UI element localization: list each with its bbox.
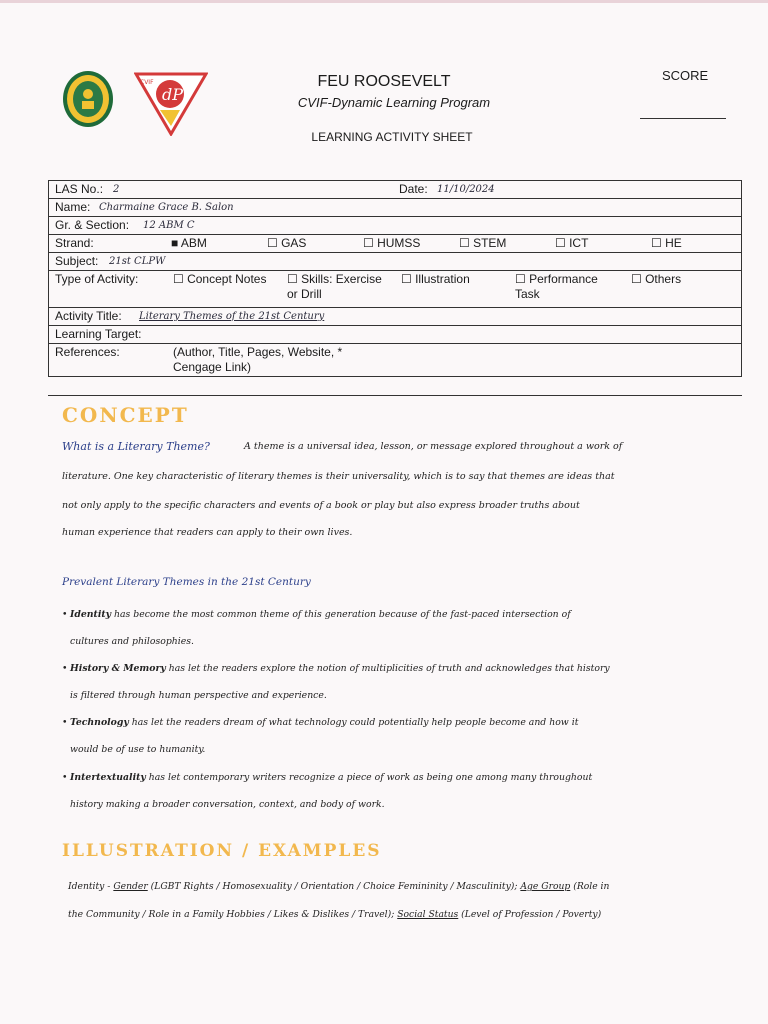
row-name: [49, 199, 741, 217]
title-value: Literary Themes of the 21st Century: [139, 311, 325, 322]
concept-heading: CONCEPT: [62, 403, 189, 427]
row-strand: [49, 235, 741, 253]
bullet-identity: [62, 601, 730, 655]
strand-ict[interactable]: ☐ ICT: [555, 236, 589, 250]
program-name: CVIF-Dynamic Learning Program: [297, 95, 491, 110]
concept-line-2: literature. One key characteristic of literary themes is their universality, which is to say that themes are ideas that: [62, 471, 615, 482]
row-section: [49, 217, 741, 235]
sheet-title: LEARNING ACTIVITY SHEET: [311, 130, 473, 144]
title-label: Activity Title:: [55, 309, 122, 323]
strand-humss[interactable]: ☐ HUMSS: [363, 236, 421, 250]
name-value: Charmaine Grace B. Salon: [99, 202, 234, 213]
bullet-dot: •: [62, 772, 68, 783]
bullet-text: has become the most common theme of this generation because of the fast-paced intersection of: [111, 609, 571, 620]
row-activity-type: [49, 271, 741, 308]
score-line: [640, 118, 726, 119]
section-divider: [48, 395, 742, 396]
date-value: 11/10/2024: [437, 184, 495, 195]
subject-label: Subject:: [55, 254, 99, 268]
illustration-line-1: [68, 873, 724, 900]
example-text: (LGBT Rights / Homosexuality / Orientation / Choice Femininity / Masculinity);: [147, 881, 521, 892]
bullet-term: Identity: [70, 609, 112, 620]
bullet-text-cont: is filtered through human perspective and experience.: [70, 690, 327, 701]
school-name: FEU ROOSEVELT: [317, 73, 451, 90]
example-text: Identity -: [68, 881, 114, 892]
svg-text:dP: dP: [162, 85, 184, 104]
bullet-text-cont: history making a broader conversation, context, and body of work.: [70, 799, 385, 810]
strand-he[interactable]: ☐ HE: [651, 236, 682, 250]
las-label: LAS No.:: [55, 182, 104, 196]
illustration-line-2: [68, 901, 724, 928]
example-text: (Level of Profession / Poverty): [458, 909, 602, 920]
example-text: (Role in: [570, 881, 610, 892]
score-label: SCORE: [662, 68, 709, 83]
strand-gas[interactable]: ☐ GAS: [267, 236, 307, 250]
strand-label: Strand:: [55, 236, 94, 250]
row-activity-title: [49, 308, 741, 326]
ref-value-1: (Author, Title, Pages, Website, *: [173, 345, 343, 359]
row-las: [49, 181, 741, 199]
concept-line-1: A theme is a universal idea, lesson, or message explored throughout a work of: [244, 441, 623, 452]
bullet-text: has let the readers dream of what technology could potentially help people become and how it: [128, 717, 579, 728]
bullet-text-cont: would be of use to humanity.: [70, 744, 206, 755]
prevalent-heading: Prevalent Literary Themes in the 21st Century: [62, 576, 311, 588]
bullet-intertextuality: [62, 764, 730, 818]
target-label: Learning Target:: [55, 327, 142, 341]
info-table: [48, 180, 742, 377]
las-value: 2: [113, 184, 120, 195]
bullet-text: has let contemporary writers recognize a piece of work as being one among many throughout: [145, 772, 593, 783]
example-social-status: Social Status: [397, 909, 459, 920]
row-references: [49, 344, 741, 376]
concept-line-3: not only apply to the specific characters and events of a book or play but also express broader truths about: [62, 500, 580, 511]
bullet-term: History & Memory: [70, 663, 166, 674]
top-border: [0, 0, 768, 3]
bullet-dot: •: [62, 717, 68, 728]
activity-label: Type of Activity:: [55, 272, 139, 286]
subject-value: 21st CLPW: [109, 256, 166, 267]
example-age-group: Age Group: [520, 881, 571, 892]
concept-line-4: human experience that readers can apply to their own lives.: [62, 527, 353, 538]
svg-text:CVIF: CVIF: [140, 79, 154, 86]
bullet-text-cont: cultures and philosophies.: [70, 636, 194, 647]
illustration-heading: ILLUSTRATION / EXAMPLES: [62, 841, 382, 861]
activity-illustration[interactable]: ☐ Illustration: [401, 272, 470, 286]
row-learning-target: [49, 326, 741, 344]
section-label: Gr. & Section:: [55, 218, 130, 232]
strand-abm[interactable]: ■ ABM: [171, 236, 207, 250]
activity-others[interactable]: ☐ Others: [631, 272, 682, 286]
bullet-dot: •: [62, 663, 68, 674]
bullet-text: has let the readers explore the notion of multiplicities of truth and acknowledges that history: [165, 663, 610, 674]
bullet-dot: •: [62, 609, 68, 620]
date-label: Date:: [399, 182, 428, 196]
section-value: 12 ABM C: [143, 220, 195, 231]
activity-skills[interactable]: ☐ Skills: Exercise: [287, 272, 382, 286]
ref-value-2: Cengage Link): [173, 360, 252, 374]
example-text: the Community / Role in a Family Hobbies / Likes & Dislikes / Travel);: [68, 909, 398, 920]
row-subject: [49, 253, 741, 271]
strand-stem[interactable]: ☐ STEM: [459, 236, 507, 250]
activity-performance-cont: Task: [515, 287, 540, 301]
example-gender: Gender: [113, 881, 148, 892]
bullet-history: [62, 655, 730, 709]
concept-question: What is a Literary Theme?: [62, 440, 210, 453]
bullet-technology: [62, 709, 730, 763]
bullet-term: Intertextuality: [70, 772, 146, 783]
ref-label: References:: [55, 345, 120, 359]
name-label: Name:: [55, 200, 91, 214]
activity-concept-notes[interactable]: ☐ Concept Notes: [173, 272, 267, 286]
activity-performance[interactable]: ☐ Performance: [515, 272, 598, 286]
bullet-term: Technology: [70, 717, 129, 728]
activity-skills-cont: or Drill: [287, 287, 322, 301]
